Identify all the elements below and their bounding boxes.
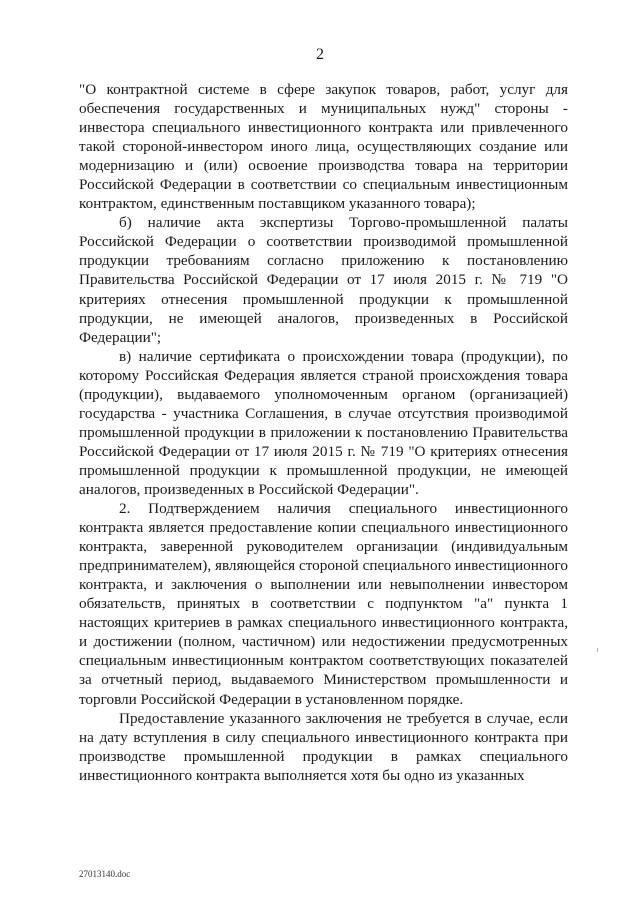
paragraph-clause-2: 2. Подтверждением наличия специального инвестиционного контракта является предоставление копии специального инвестиционного контракта, заверенной руководителем организации (индивидуальным предпринимателем), являющейся стороной специального инвестиционного контракта, и заключения о выполнении или невыполнении инвестором обязательств, принятых в соответствии с подпунктом "а" пункта 1 настоящих критериев в рамках специального инвестиционного контракта, и достижении (полном, частичном) или недостижении предусмотренных специальным инвестиционным контрактом соответствующих показателей за отчетный период, выдаваемого Министерством промышленности и торговли Российской Федерации в установленном порядке. (79, 500, 568, 708)
paragraph-continuation-a: "О контрактной системе в сфере закупок товаров, работ, услуг для обеспечения государственных и муниципальных нужд" стороны - инвестора специального инвестиционного контракта или привлеченного такой стороной-инвестором иного лица, осуществляющих создание или модернизацию и (или) освоение производства товара на территории Российской Федерации в соответствии со специальным инвестиционным контрактом, единственным поставщиком указанного товара); (79, 81, 568, 213)
page-number: 2 (316, 46, 324, 63)
paragraph-item-v: в) наличие сертификата о происхождении товара (продукции), по которому Российская Федерация является страной происхождения товара (продукции), выдаваемого уполномоченным органом (организацией) государства - участника Соглашения, в случае отсутствия производимой промышленной продукции в приложении к постановлению Правительства Российской Федерации от 17 июля 2015 г. № 719 "О критериях отнесения промышленной продукции к промышленной продукции, не имеющей аналогов, произведенных в Российской Федерации". (79, 347, 568, 498)
scan-artifact-mark (597, 648, 598, 652)
document-file-code: 27013140.doc (79, 869, 131, 879)
paragraph-item-b: б) наличие акта экспертизы Торгово-промышленной палаты Российской Федерации о соответствии производимой промышленной продукции требованиям согласно приложению к постановлению Правительства Российской Федерации от 17 июля 2015 г. № 719 "О критериях отнесения промышленной продукции к промышленной продукции, не имеющей аналогов, произведенных в Российской Федерации"; (79, 214, 568, 346)
document-body (79, 80, 568, 785)
paragraph-conclusion-exemption: Предоставление указанного заключения не требуется в случае, если на дату вступления в силу специального инвестиционного контракта при производстве промышленной продукции в рамках специального инвестиционного контракта выполняется хотя бы одно из указанных (79, 709, 568, 784)
